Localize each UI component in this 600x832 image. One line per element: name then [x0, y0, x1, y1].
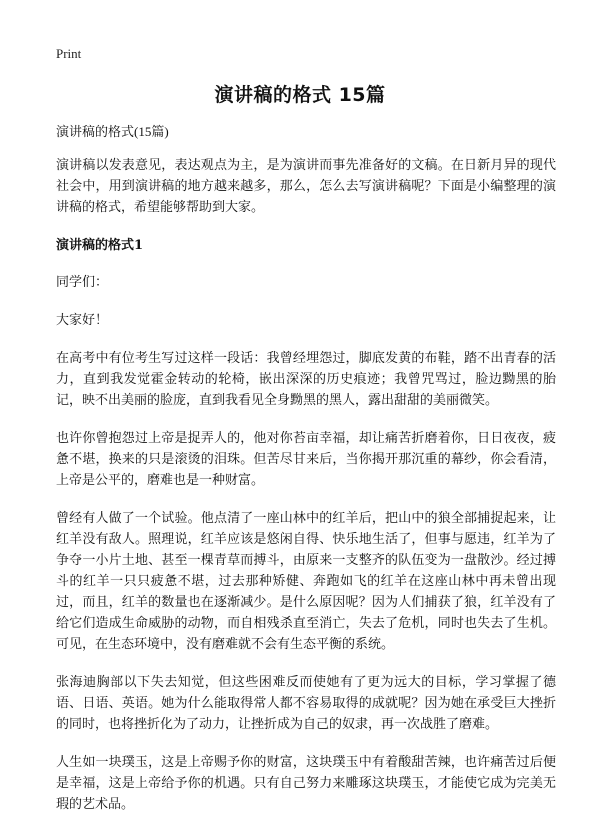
document-subtitle: 演讲稿的格式(15篇)	[56, 124, 169, 139]
body-paragraph: 在高考中有位考生写过这样一段话：我曾经埋怨过，脚底发黄的布鞋，踏不出青春的活力，直到我发觉霍金转动的轮椅，嵌出深深的历史痕迹；我曾咒骂过，脸边黝黑的胎记，映不出美丽的脸庞，直到我看见全身黝黑的黑人，露出甜甜的美丽微笑。	[56, 351, 556, 408]
greeting-line: 同学们：	[56, 275, 109, 290]
body-paragraph: 也许你曾抱怨过上帝是捉弄人的，他对你苔亩幸福，却让痛苦折磨着你，日日夜夜，疲惫不堪，换来的只是滚烫的泪珠。但苦尽甘来后，当你揭开那沉重的幕纱，你会看清，上帝是公平的，磨难也是一种财富。	[56, 431, 556, 488]
page-title: 演讲稿的格式 15篇	[214, 84, 386, 106]
greeting-line: 大家好！	[56, 313, 109, 328]
body-paragraph: 曾经有人做了一个试验。他点清了一座山林中的红羊后，把山中的狼全部捕捉起来，让红羊没有敌人。照理说，红羊应该是悠闲自得、快乐地生活了，但事与愿违，红羊为了争夺一小片土地、甚至一棵青草而搏斗，由原来一支整齐的队伍变为一盘散沙。经过搏斗的红羊一只只疲惫不堪，过去那种矫健、奔跑如飞的红羊在这座山林中再未曾出现过，而且，红羊的数量也在逐渐减少。是什么原因呢？因为人们捕获了狼，红羊没有了给它们造成生命威胁的动物，而自相残杀直至消亡，失去了危机，同时也失去了生机。可见，在生态环境中，没有磨难就不会有生态平衡的系统。	[56, 511, 556, 652]
intro-paragraph: 演讲稿以发表意见，表达观点为主，是为演讲而事先准备好的文稿。在日新月异的现代社会中，用到演讲稿的地方越来越多，那么，怎么去写演讲稿呢？下面是小编整理的演讲稿的格式，希望能够帮助到大家。	[56, 158, 556, 215]
body-paragraph: 人生如一块璞玉，这是上帝赐予你的财富，这块璞玉中有着酸甜苦辣，也许痛苦过后便是幸福，这是上帝给予你的机遇。只有自己努力来雕琢这块璞玉，才能使它成为完美无瑕的艺术品。	[56, 755, 556, 812]
section-heading: 演讲稿的格式1	[56, 238, 144, 253]
document-body	[56, 121, 556, 832]
print-label: Print	[56, 46, 82, 61]
body-paragraph: 张海迪胸部以下失去知觉，但这些困难反而使她有了更为远大的目标，学习掌握了德语、日语、英语。她为什么能取得常人都不容易取得的成就呢？因为她在承受巨大挫折的同时，也将挫折化为了动力，让挫折成为自己的奴隶，再一次战胜了磨难。	[56, 675, 556, 732]
